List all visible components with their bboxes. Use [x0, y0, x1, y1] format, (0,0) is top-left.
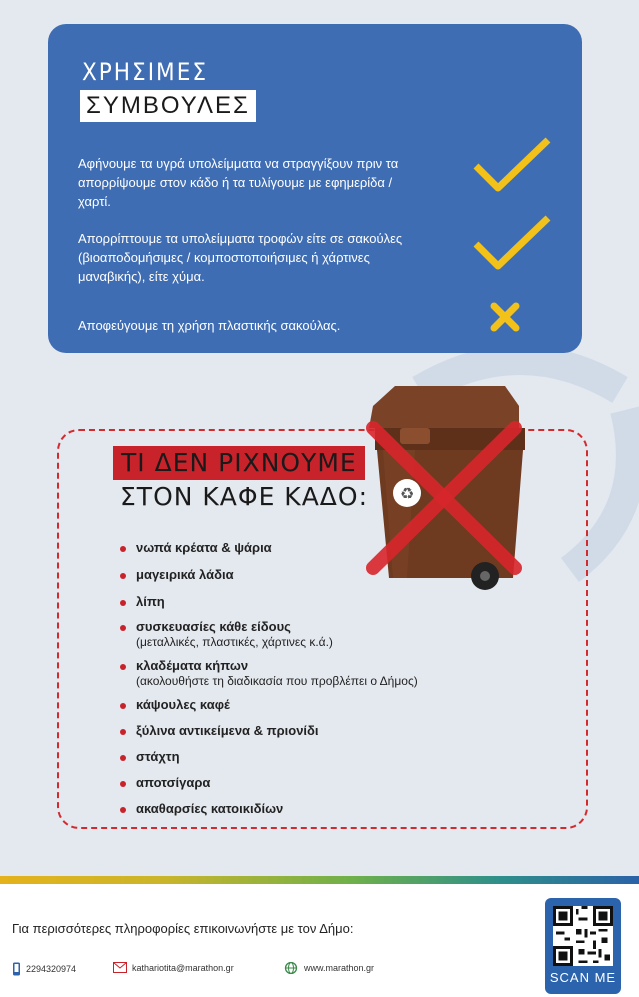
list-item: αποτσίγαρα: [120, 775, 418, 790]
svg-text:♻: ♻: [399, 484, 415, 503]
tips-title-line1: ΧΡΗΣΙΜΕΣ: [82, 58, 208, 86]
scan-me-label: SCAN ME: [549, 970, 617, 985]
tips-card: [48, 24, 582, 353]
website-url: www.marathon.gr: [304, 963, 375, 973]
email-icon: [113, 962, 127, 973]
not-allowed-heading-line1: ΤΙ ΔΕΝ ΡΙΧΝΟΥΜΕ: [113, 446, 365, 480]
list-item: στάχτη: [120, 749, 418, 764]
phone-contact[interactable]: [12, 962, 76, 976]
list-item: λίπη: [120, 594, 418, 609]
list-item: ακαθαρσίες κατοικιδίων: [120, 801, 418, 816]
tip-text-2: Απορρίπτουμε τα υπολείμματα τροφών είτε σε σακούλες (βιοαποδομήσιμες / κομποστοποιήσιμες ή χάρτινες μαναβικής), είτε χύμα.: [78, 231, 403, 284]
tip-text-3: Αποφεύγουμε τη χρήση πλαστικής σακούλας.: [78, 318, 341, 333]
check-icon: [472, 214, 552, 272]
bullet-icon: [120, 546, 126, 552]
not-allowed-list: [120, 540, 418, 816]
tips-title-line2: ΣΥΜΒΟΥΛΕΣ: [80, 90, 256, 122]
website-contact[interactable]: [283, 962, 374, 974]
bullet-icon: [120, 729, 126, 735]
not-allowed-heading-line2: ΣΤΟΝ ΚΑΦΕ ΚΑΔΟ:: [120, 482, 369, 511]
list-item: κάψουλες καφέ: [120, 697, 418, 712]
check-icon: [472, 136, 552, 194]
footer: [0, 884, 639, 997]
bullet-icon: [120, 781, 126, 787]
list-item: συσκευασίες κάθε είδους (μεταλλικές, πλαστικές, χάρτινες κ.ά.): [120, 619, 418, 650]
qr-code-icon: [553, 906, 613, 966]
list-item: μαγειρικά λάδια: [120, 567, 418, 582]
globe-icon: [283, 962, 299, 974]
email-contact[interactable]: [113, 962, 234, 973]
qr-code-box[interactable]: [545, 898, 621, 994]
bullet-icon: [120, 625, 126, 631]
bullet-icon: [120, 755, 126, 761]
bullet-icon: [120, 600, 126, 606]
list-item: ξύλινα αντικείμενα & πριονίδι: [120, 723, 418, 738]
footer-info-text: Για περισσότερες πληροφορίες επικοινωνήστε με τον Δήμο:: [12, 921, 354, 936]
list-item: νωπά κρέατα & ψάρια: [120, 540, 418, 555]
phone-icon: [12, 962, 21, 976]
phone-number: 2294320974: [26, 964, 77, 974]
bullet-icon: [120, 807, 126, 813]
bullet-icon: [120, 703, 126, 709]
list-item: κλαδέματα κήπων (ακολουθήστε τη διαδικασία που προβλέπει ο Δήμος): [120, 658, 418, 689]
bullet-icon: [120, 573, 126, 579]
tip-text-1: Αφήνουμε τα υγρά υπολείμματα να στραγγίξουν πριν τα απορρίψουμε στον κάδο ή τα τυλίγουμε με εφημερίδα / χαρτί.: [78, 156, 399, 209]
email-address: kathariotita@marathon.gr: [132, 962, 234, 973]
bullet-icon: [120, 664, 126, 670]
color-stripe: [0, 876, 639, 884]
cross-icon: [490, 302, 520, 332]
